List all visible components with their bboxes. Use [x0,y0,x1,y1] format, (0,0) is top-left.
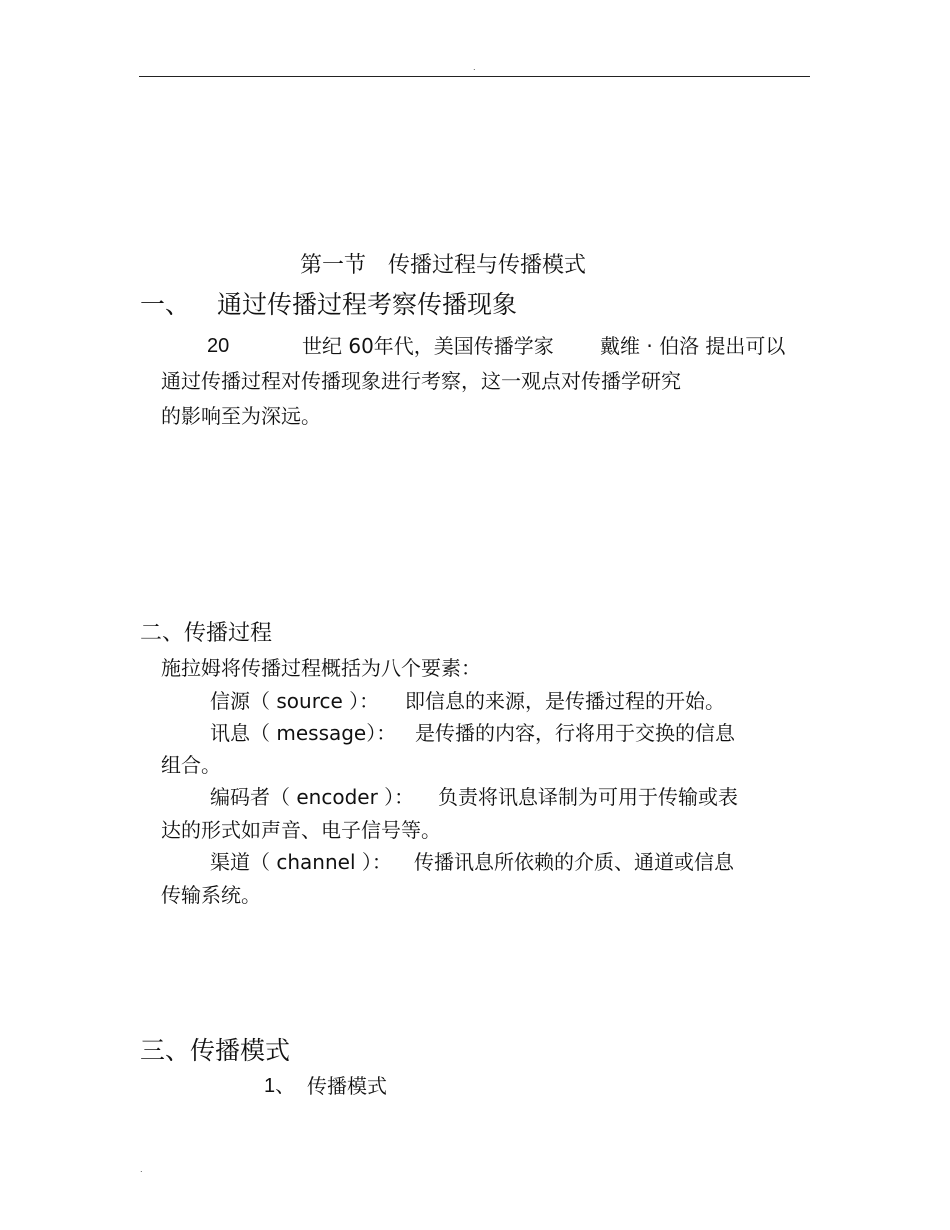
part-two-intro: 施拉姆将传播过程概括为八个要素： [161,656,481,680]
footer-dot: . [140,1165,143,1174]
part-three-heading: 三、传播模式 [140,1036,291,1065]
item-desc: 传播讯息所依赖的介质、通道或信息 [414,850,734,874]
item-desc-continued: 传输系统。 [161,883,261,907]
para-line1-end: 戴维 · 伯洛 提出可以 [600,334,786,358]
part-two-heading: 二、传播过程 [140,621,273,646]
header-dot: . [473,63,476,72]
part-one-heading: 通过传播过程考察传播现象 [217,290,518,319]
item-desc: 是传播的内容，行将用于交换的信息 [415,721,735,745]
item-desc-continued: 组合。 [161,753,221,777]
item-desc-continued: 达的形式如声音、电子信号等。 [161,818,441,842]
para-line3: 的影响至为深远。 [161,404,321,428]
item-term: 渠道（ channel ）： [210,850,392,874]
subsection-title: 传播模式 [307,1074,387,1098]
item-desc: 负责将讯息译制为可用于传输或表 [438,785,738,809]
item-term: 编码者（ encoder ）： [210,785,415,809]
header-rule [139,76,810,77]
para-line2: 通过传播过程对传播现象进行考察，这一观点对传播学研究 [161,369,681,393]
section-title: 第一节 传播过程与传播模式 [300,253,587,278]
part-one-number: 一、 [140,290,191,319]
subsection-number: 1、 [264,1075,296,1097]
item-term: 讯息（ message）： [210,721,397,745]
item-term: 信源（ source ）： [210,689,380,713]
para-year: 20 [207,335,230,357]
item-desc: 即信息的来源，是传播过程的开始。 [405,689,725,713]
para-line1-mid: 世纪 60年代，美国传播学家 [302,334,554,358]
